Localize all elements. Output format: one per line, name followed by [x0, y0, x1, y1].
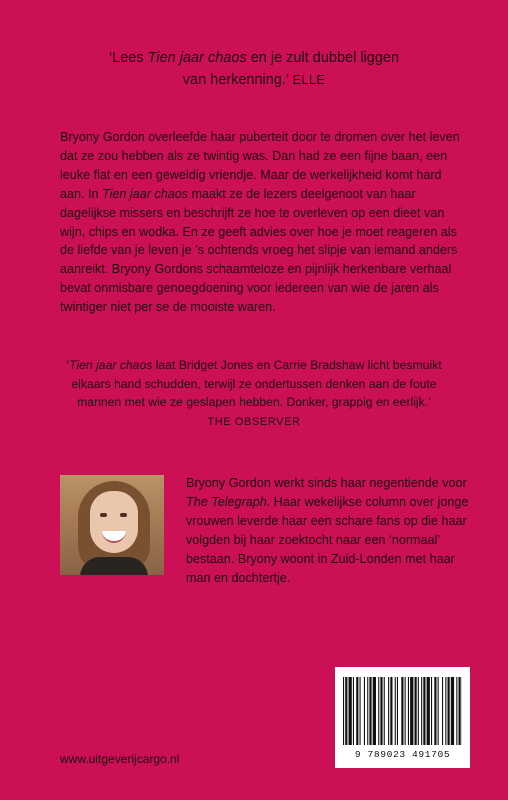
author-bio — [186, 474, 476, 587]
bio-text: Bryony Gordon werkt sinds haar negentiende voor — [186, 476, 467, 490]
quote-text: en je zult dubbel liggen — [246, 50, 400, 66]
quote-text: van herkenning.’ — [182, 72, 293, 88]
barcode-icon — [343, 677, 462, 745]
author-photo — [60, 475, 164, 575]
press-quote-observer — [62, 356, 446, 431]
quote-attribution: ELLE — [292, 73, 326, 87]
press-quote-elle — [60, 47, 448, 91]
publisher-url[interactable]: www.uitgeverijcargo.nl — [60, 752, 180, 766]
book-blurb — [60, 128, 460, 317]
book-title: Tien jaar chaos — [102, 186, 189, 201]
blurb-text: Bryony Gordon overleefde haar puberteit door te dromen over het leven dat ze zou hebben als ze twintig was. Dan had ze een fijne baan, een leuke flat en een geweldig vriendje. Maar de werkelijkheid komt hard aan. In — [60, 130, 460, 201]
bio-text: . Haar wekelijkse column over jonge vrouwen leverde haar een schare fans op die haar volgden bij haar zoektocht naar een ‘normaal’ bestaan. Bryony woont in Zuid-Londen met haar man en dochtertje. — [186, 494, 469, 585]
book-title: Tien jaar chaos — [69, 358, 153, 372]
blurb-text: maakt ze de lezers deelgenoot van haar dagelijkse missers en beschrijft ze hoe te overleven op een dieet van wijn, chips en wodka. En ze geeft advies over hoe je moet reageren als de liefde van je leven je ’s ochtends vroeg het slipje van iemand anders aanreikt. Bryony Gordons schaamteloze en pijnlijk herkenbare verhaal bevat onmisbare genoegdoening voor iedereen van wie de jaren als twintiger niet per se de mooiste waren. — [60, 186, 458, 315]
isbn-barcode — [335, 667, 470, 768]
quote-text: ‘ — [66, 358, 70, 372]
newspaper-title: The Telegraph — [186, 494, 267, 509]
isbn-number: 9 789023 491705 — [354, 749, 451, 760]
quote-text: laat Bridget Jones en Carrie Bradshaw licht besmuikt elkaars hand schudden, terwijl ze ondertussen denken aan de foute mannen met wie ze geslapen hebben. Donker, grappig en eerlijk.’ — [71, 358, 442, 410]
quote-attribution: THE OBSERVER — [207, 415, 301, 428]
book-title: Tien jaar chaos — [147, 50, 247, 66]
quote-text: ‘Lees — [108, 50, 148, 66]
